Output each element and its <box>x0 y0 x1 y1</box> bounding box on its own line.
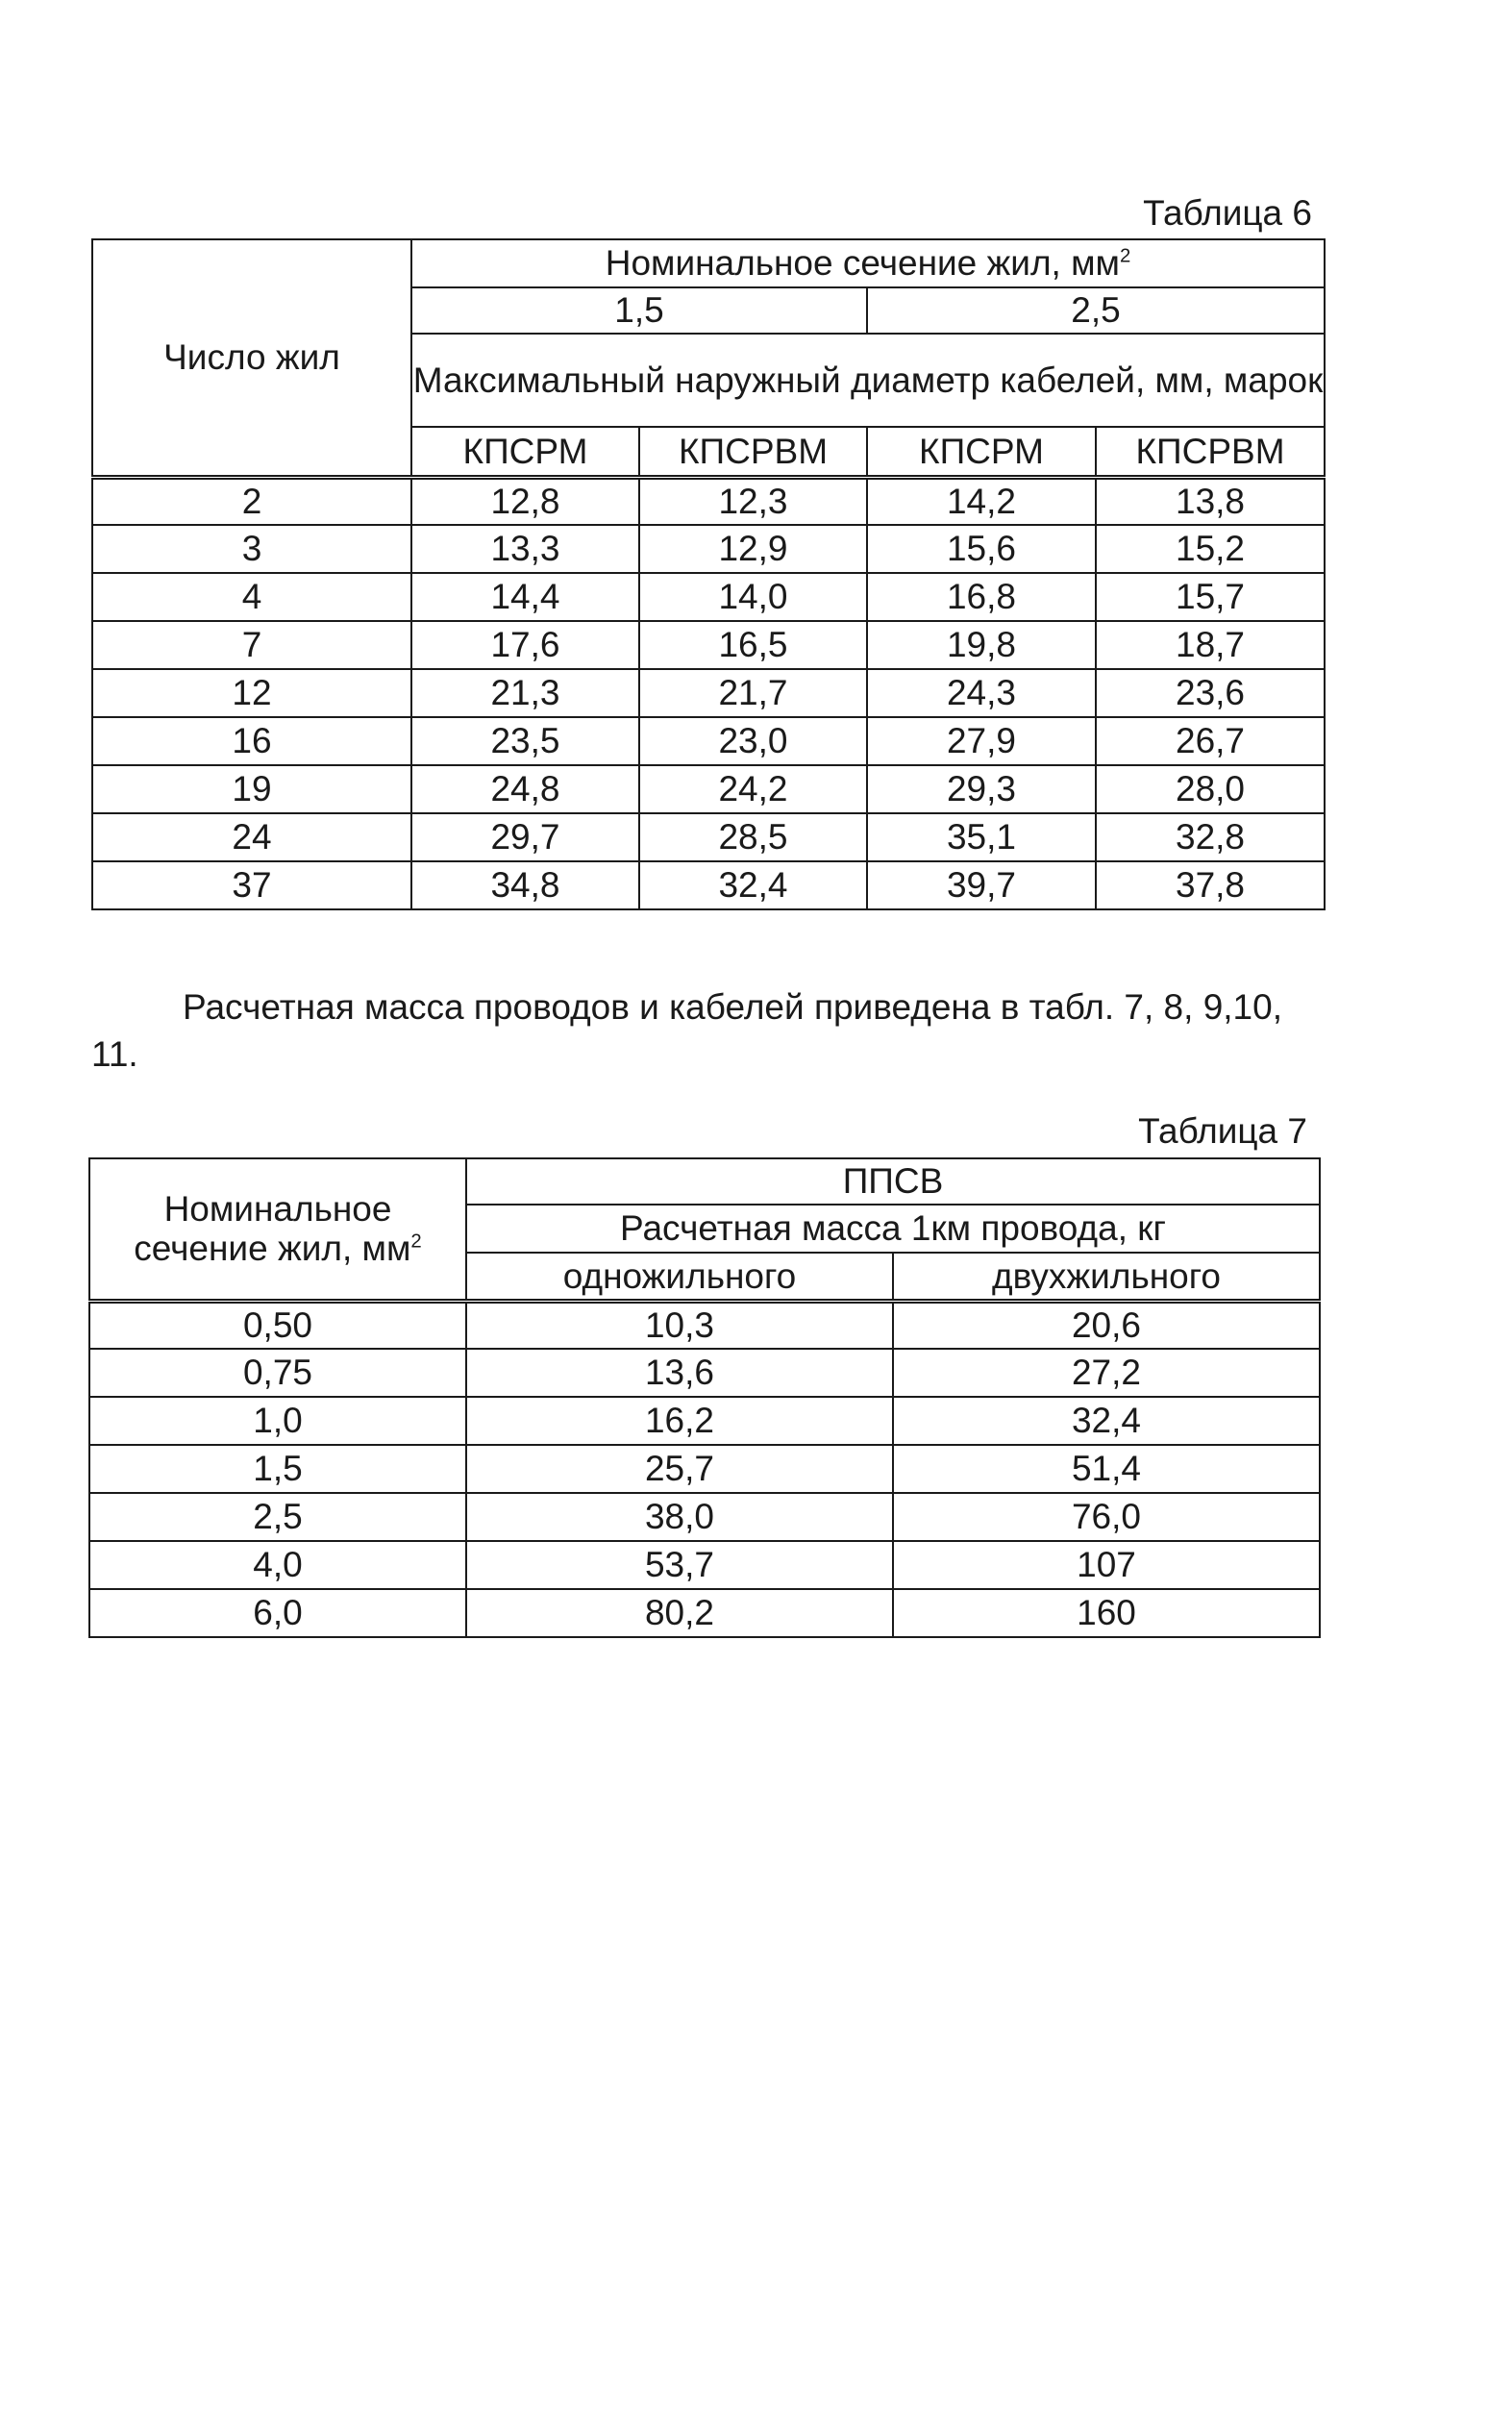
cell: 13,3 <box>411 525 639 573</box>
cell: 4,0 <box>89 1541 466 1589</box>
cell: 80,2 <box>466 1589 893 1637</box>
cell: 16,2 <box>466 1397 893 1445</box>
cell: 1,5 <box>89 1445 466 1493</box>
header-brand: КПСРВМ <box>639 427 867 477</box>
header-brand: КПСРМ <box>867 427 1096 477</box>
cell: 37,8 <box>1096 861 1325 909</box>
cell: 21,7 <box>639 669 867 717</box>
header-brand: ППСВ <box>466 1158 1320 1205</box>
cell: 39,7 <box>867 861 1096 909</box>
header-core-count: Число жил <box>92 239 411 477</box>
cell: 18,7 <box>1096 621 1325 669</box>
cell: 19,8 <box>867 621 1096 669</box>
cell: 24,2 <box>639 765 867 813</box>
cell: 34,8 <box>411 861 639 909</box>
cell: 15,6 <box>867 525 1096 573</box>
cell: 1,0 <box>89 1397 466 1445</box>
cell: 2,5 <box>89 1493 466 1541</box>
cell: 29,7 <box>411 813 639 861</box>
cell: 12,8 <box>411 477 639 525</box>
header-nominal-section: Номинальное сечение жил, $мм^2$ <box>411 239 1325 287</box>
cell: 14,0 <box>639 573 867 621</box>
cell: 20,6 <box>893 1301 1320 1349</box>
cell: 21,3 <box>411 669 639 717</box>
cell: 25,7 <box>466 1445 893 1493</box>
cell: 32,4 <box>639 861 867 909</box>
body-paragraph: Расчетная масса проводов и кабелей приведена в табл. 7, 8, 9,10, 11. <box>91 987 1282 1074</box>
header-brand: КПСРВМ <box>1096 427 1325 477</box>
cell: 13,8 <box>1096 477 1325 525</box>
cell: 53,7 <box>466 1541 893 1589</box>
cell: 24,3 <box>867 669 1096 717</box>
cell: 16,8 <box>867 573 1096 621</box>
cell: 76,0 <box>893 1493 1320 1541</box>
header-nominal-section: Номинальное сечение жил, $мм^2$ <box>89 1158 466 1301</box>
header-single-core: одножильного <box>466 1253 893 1301</box>
cell: 16 <box>92 717 411 765</box>
table-row <box>89 1445 1320 1493</box>
header-two-core: двухжильного <box>893 1253 1320 1301</box>
header-size-2: 2,5 <box>867 287 1325 334</box>
table-row <box>92 621 1325 669</box>
table-row <box>89 1397 1320 1445</box>
cell: 32,8 <box>1096 813 1325 861</box>
cell: 23,0 <box>639 717 867 765</box>
cell: 37 <box>92 861 411 909</box>
cell: 13,6 <box>466 1349 893 1397</box>
cell: 27,2 <box>893 1349 1320 1397</box>
table-row <box>92 861 1325 909</box>
table6 <box>91 238 1326 910</box>
cell: 4 <box>92 573 411 621</box>
table-row <box>92 717 1325 765</box>
table-row <box>89 1541 1320 1589</box>
table-row <box>89 1301 1320 1349</box>
cell: 14,4 <box>411 573 639 621</box>
cell: 23,6 <box>1096 669 1325 717</box>
cell: 10,3 <box>466 1301 893 1349</box>
table-row <box>89 1589 1320 1637</box>
cell: 6,0 <box>89 1589 466 1637</box>
cell: 29,3 <box>867 765 1096 813</box>
header-max-diameter: Максимальный наружный диаметр кабелей, мм, марок <box>411 334 1325 427</box>
cell: 15,7 <box>1096 573 1325 621</box>
header-calculated-mass: Расчетная масса 1км провода, кг <box>466 1205 1320 1253</box>
cell: 38,0 <box>466 1493 893 1541</box>
table-row <box>92 813 1325 861</box>
cell: 7 <box>92 621 411 669</box>
table7 <box>88 1157 1321 1638</box>
header-brand: КПСРМ <box>411 427 639 477</box>
table7-caption: Таблица 7 <box>1138 1111 1307 1151</box>
table-row <box>89 1493 1320 1541</box>
table6-caption: Таблица 6 <box>1143 193 1312 233</box>
cell: 28,0 <box>1096 765 1325 813</box>
cell: 24 <box>92 813 411 861</box>
cell: 0,75 <box>89 1349 466 1397</box>
table-row <box>92 765 1325 813</box>
cell: 24,8 <box>411 765 639 813</box>
cell: 160 <box>893 1589 1320 1637</box>
table-row <box>89 1349 1320 1397</box>
table-row <box>92 573 1325 621</box>
header-size-1: 1,5 <box>411 287 867 334</box>
cell: 27,9 <box>867 717 1096 765</box>
cell: 19 <box>92 765 411 813</box>
cell: 12,9 <box>639 525 867 573</box>
cell: 17,6 <box>411 621 639 669</box>
cell: 32,4 <box>893 1397 1320 1445</box>
table-row <box>92 477 1325 525</box>
cell: 16,5 <box>639 621 867 669</box>
cell: 107 <box>893 1541 1320 1589</box>
table-row <box>92 669 1325 717</box>
table-row <box>92 525 1325 573</box>
cell: 12 <box>92 669 411 717</box>
cell: 28,5 <box>639 813 867 861</box>
cell: 12,3 <box>639 477 867 525</box>
cell: 2 <box>92 477 411 525</box>
cell: 51,4 <box>893 1445 1320 1493</box>
cell: 23,5 <box>411 717 639 765</box>
cell: 3 <box>92 525 411 573</box>
cell: 35,1 <box>867 813 1096 861</box>
cell: 15,2 <box>1096 525 1325 573</box>
cell: 26,7 <box>1096 717 1325 765</box>
cell: 14,2 <box>867 477 1096 525</box>
cell: 0,50 <box>89 1301 466 1349</box>
